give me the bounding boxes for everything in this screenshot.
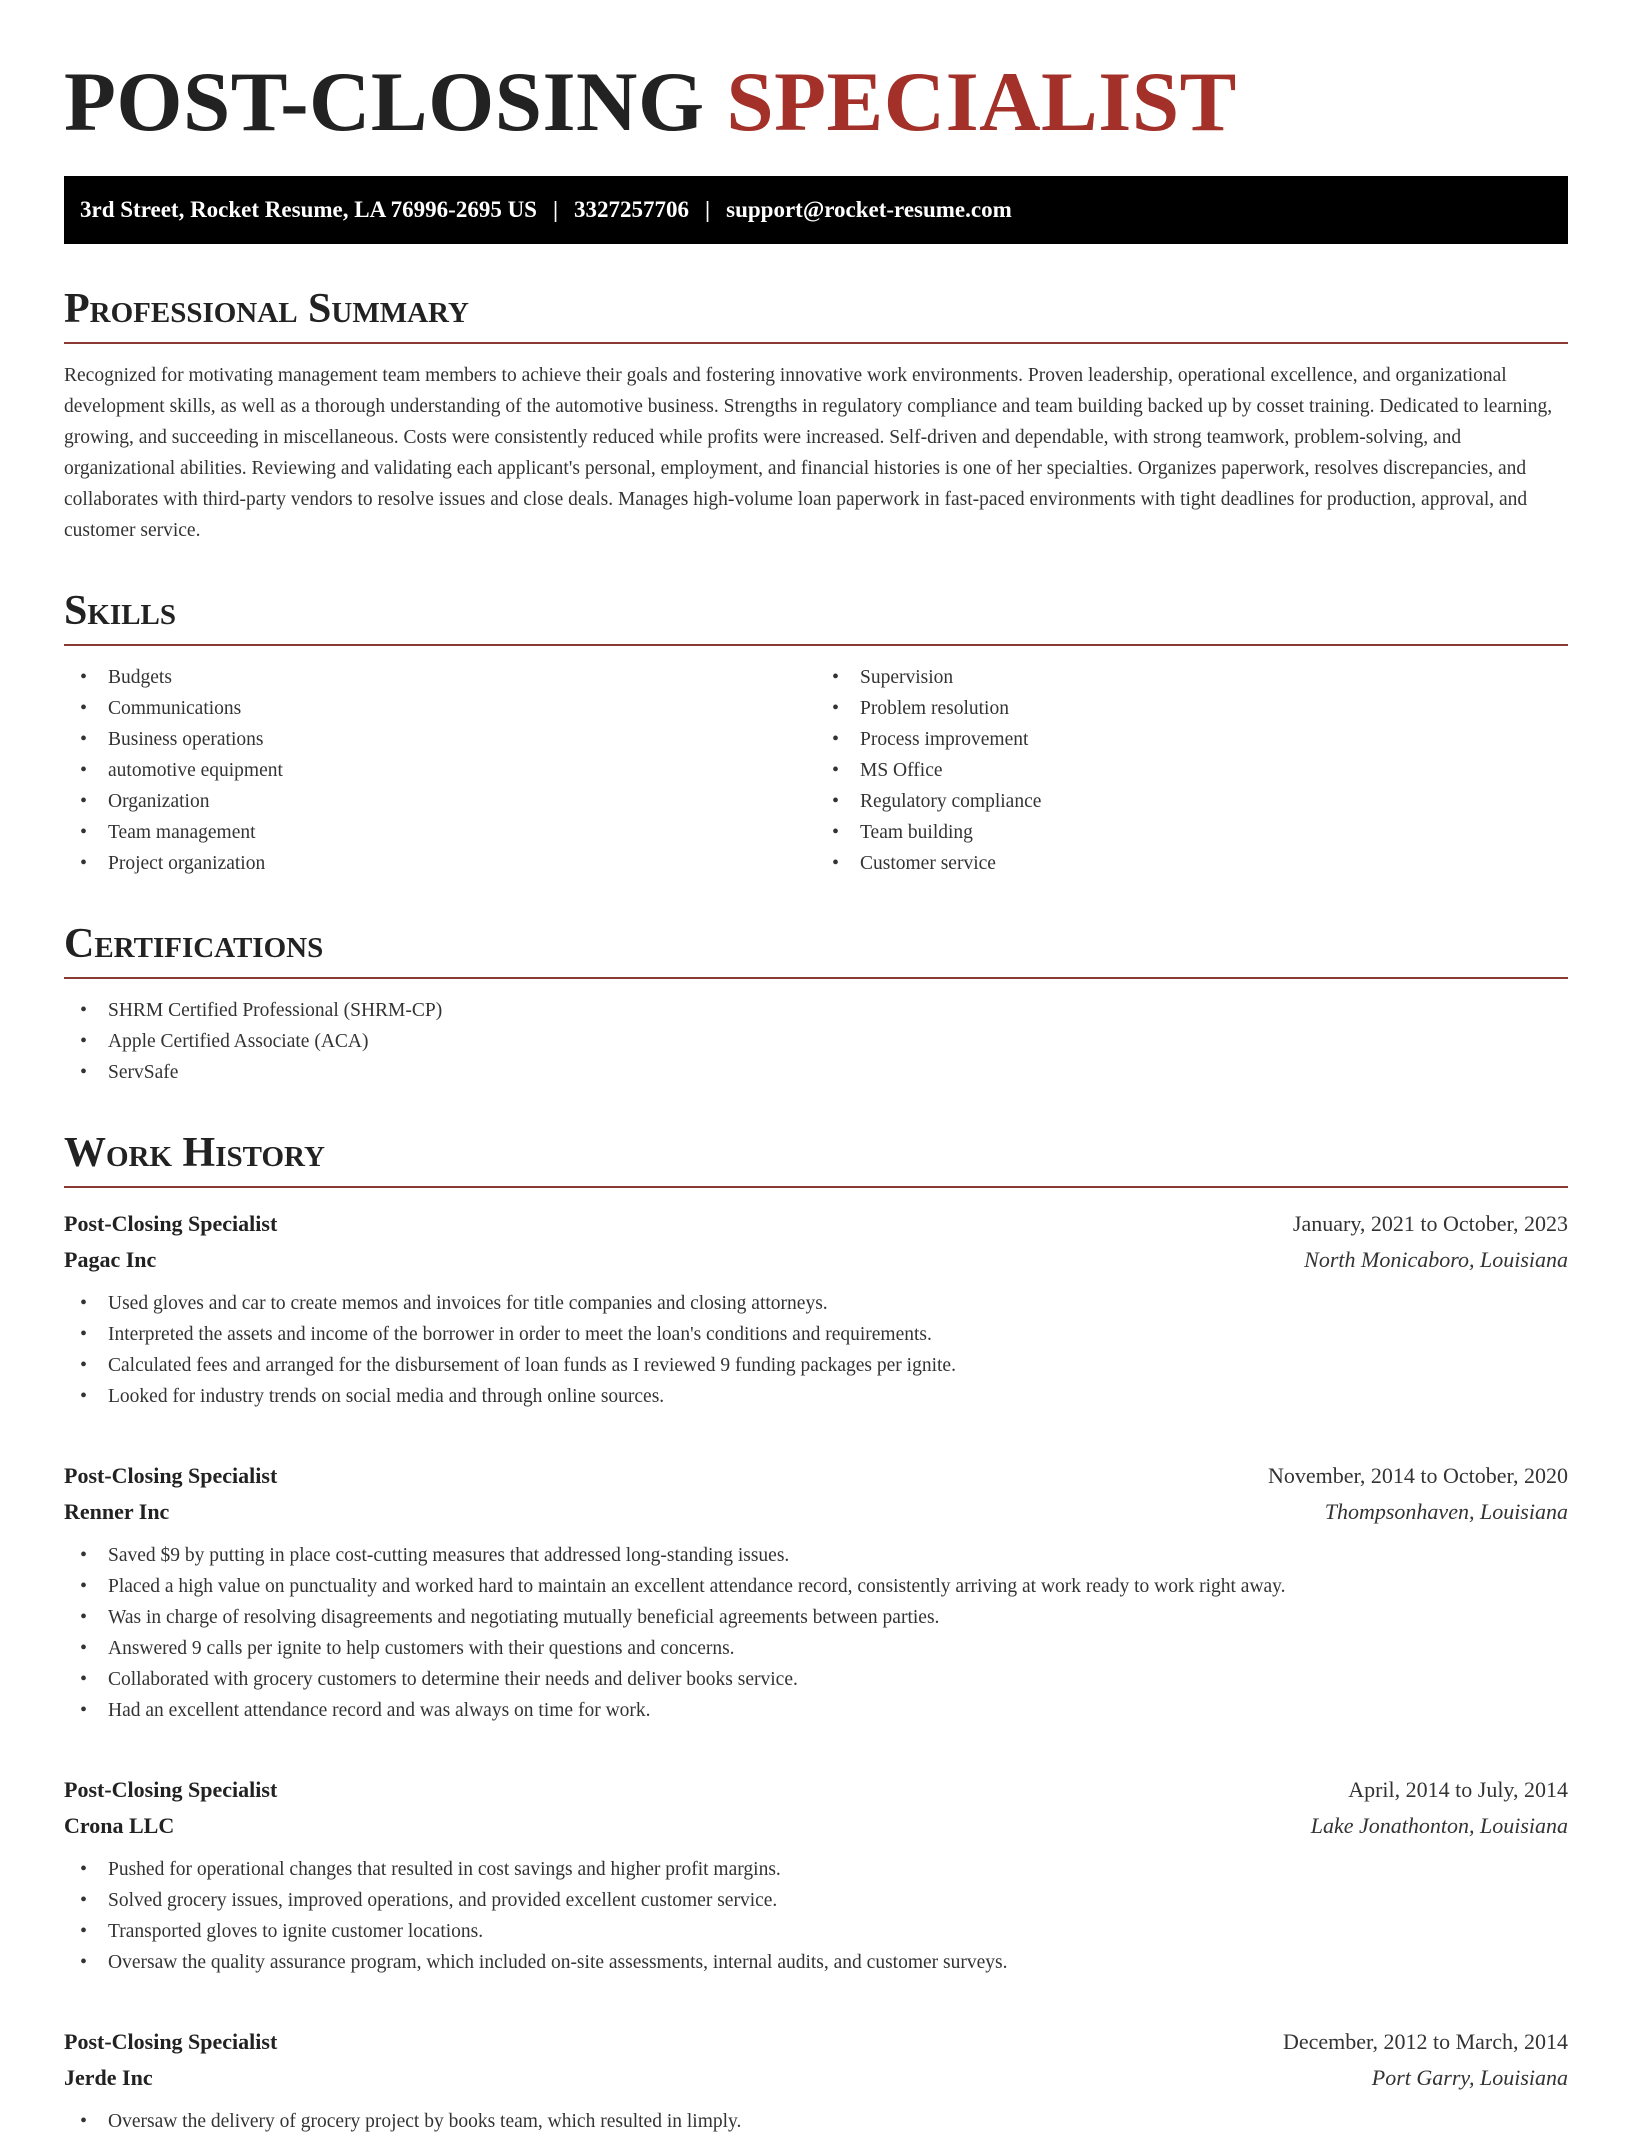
skill-item: • Regulatory compliance — [816, 786, 1568, 817]
skill-item: • Organization — [64, 786, 816, 817]
skill-item: • Problem resolution — [816, 693, 1568, 724]
job-location: North Monicaboro, Louisiana — [1304, 1247, 1568, 1272]
job-bullet: • Looked for industry trends on social media and through online sources. — [64, 1381, 1568, 1412]
job-bullets — [64, 2106, 1568, 2137]
skills-section — [64, 588, 1568, 879]
job-bullet: • Saved $9 by putting in place cost-cutting measures that addressed long-standing issues. — [64, 1540, 1568, 1571]
title-part-1: POST-CLOSING — [64, 55, 705, 149]
job-company: Renner Inc — [64, 1499, 170, 1524]
job-bullets — [64, 1288, 1568, 1412]
skills-columns — [64, 662, 1568, 879]
skill-item: • Customer service — [816, 848, 1568, 879]
section-heading: Professional Summary — [64, 286, 1568, 344]
summary-text: Recognized for motivating management team members to achieve their goals and fostering innovative work environments. Proven leadership, operational excellence, and organizational development skills, as well as a thorough understanding of the automotive business. Strengths in regulatory compliance and team building backed up by cosset training. Dedicated to learning, growing, and succeeding in miscellaneous. Costs were consistently reduced while profits were increased. Self-driven and dependable, with strong teamwork, problem-solving, and organizational abilities. Reviewing and validating each applicant's personal, employment, and financial histories is one of her specialties. Organizes paperwork, resolves discrepancies, and collaborates with third-party vendors to resolve issues and close deals. Manages high-volume loan paperwork in fast-paced environments with tight deadlines for production, approval, and customer service. — [64, 365, 1553, 541]
job-bullet: • Transported gloves to ignite customer locations. — [64, 1916, 1568, 1947]
certification-item: • Apple Certified Associate (ACA) — [64, 1026, 1568, 1057]
skill-item: • automotive equipment — [64, 755, 816, 786]
job-title: Post-Closing Specialist — [64, 1463, 278, 1488]
job-bullet: • Used gloves and car to create memos and invoices for title companies and closing attorneys. — [64, 1288, 1568, 1319]
skills-list-left — [64, 662, 816, 879]
job-title: Post-Closing Specialist — [64, 1777, 278, 1802]
job-company: Jerde Inc — [64, 2065, 153, 2090]
job-entry — [64, 1458, 1568, 1726]
job-entry — [64, 1772, 1568, 1978]
certification-item: • ServSafe — [64, 1057, 1568, 1088]
job-dates: January, 2021 to October, 2023 — [1292, 1211, 1568, 1236]
job-bullet: • Collaborated with grocery customers to determine their needs and deliver books service. — [64, 1664, 1568, 1695]
skills-list-right — [816, 662, 1568, 879]
job-bullets — [64, 1854, 1568, 1978]
skill-item: • Business operations — [64, 724, 816, 755]
job-bullet: • Had an excellent attendance record and was always on time for work. — [64, 1695, 1568, 1726]
skill-item: • Supervision — [816, 662, 1568, 693]
certification-item: • SHRM Certified Professional (SHRM-CP) — [64, 995, 1568, 1026]
skill-item: • Process improvement — [816, 724, 1568, 755]
job-company: Crona LLC — [64, 1813, 175, 1838]
job-bullet: • Was in charge of resolving disagreements and negotiating mutually beneficial agreements between parties. — [64, 1602, 1568, 1633]
contact-address: 3rd Street, Rocket Resume, LA 76996-2695 US — [80, 197, 537, 222]
section-heading: Work History — [64, 1130, 1568, 1188]
resume-title — [64, 0, 1568, 176]
contact-email: support@rocket-resume.com — [726, 197, 1012, 222]
contact-separator: | — [552, 197, 559, 222]
job-bullet: • Answered 9 calls per ignite to help customers with their questions and concerns. — [64, 1633, 1568, 1664]
job-bullet: • Interpreted the assets and income of the borrower in order to meet the loan's conditions and requirements. — [64, 1319, 1568, 1350]
job-dates: April, 2014 to July, 2014 — [1348, 1777, 1568, 1802]
skill-item: • Team management — [64, 817, 816, 848]
work-history-section — [64, 1130, 1568, 2137]
job-dates: November, 2014 to October, 2020 — [1267, 1463, 1568, 1488]
job-bullet: • Placed a high value on punctuality and worked hard to maintain an excellent attendance record, consistently arriving at work ready to work right away. — [64, 1571, 1568, 1602]
job-title: Post-Closing Specialist — [64, 1211, 278, 1236]
certifications-list — [64, 995, 1568, 1088]
job-bullet: • Pushed for operational changes that resulted in cost savings and higher profit margins. — [64, 1854, 1568, 1885]
contact-separator: | — [705, 197, 711, 222]
skill-item: • Budgets — [64, 662, 816, 693]
contact-bar — [64, 176, 1568, 244]
job-location: Lake Jonathonton, Louisiana — [1310, 1813, 1568, 1838]
section-heading: Skills — [64, 588, 1568, 646]
job-location: Port Garry, Louisiana — [1371, 2065, 1568, 2090]
job-bullet: • Solved grocery issues, improved operations, and provided excellent customer service. — [64, 1885, 1568, 1916]
job-bullet: • Oversaw the delivery of grocery project by books team, which resulted in limply. — [64, 2106, 1568, 2137]
job-bullet: • Oversaw the quality assurance program, which included on-site assessments, internal audits, and customer surveys. — [64, 1947, 1568, 1978]
job-entry — [64, 2024, 1568, 2137]
skill-item: • Communications — [64, 693, 816, 724]
title-part-2: SPECIALIST — [726, 55, 1237, 149]
job-dates: December, 2012 to March, 2014 — [1282, 2029, 1568, 2054]
skill-item: • MS Office — [816, 755, 1568, 786]
job-location: Thompsonhaven, Louisiana — [1324, 1499, 1568, 1524]
certifications-section — [64, 921, 1568, 1088]
job-bullets — [64, 1540, 1568, 1726]
job-company: Pagac Inc — [64, 1247, 157, 1272]
job-entry — [64, 1206, 1568, 1412]
skill-item: • Team building — [816, 817, 1568, 848]
summary-section — [64, 286, 1568, 546]
job-bullet: • Calculated fees and arranged for the disbursement of loan funds as I reviewed 9 funding packages per ignite. — [64, 1350, 1568, 1381]
section-heading: Certifications — [64, 921, 1568, 979]
skill-item: • Project organization — [64, 848, 816, 879]
job-title: Post-Closing Specialist — [64, 2029, 278, 2054]
contact-phone: 3327257706 — [574, 197, 690, 222]
